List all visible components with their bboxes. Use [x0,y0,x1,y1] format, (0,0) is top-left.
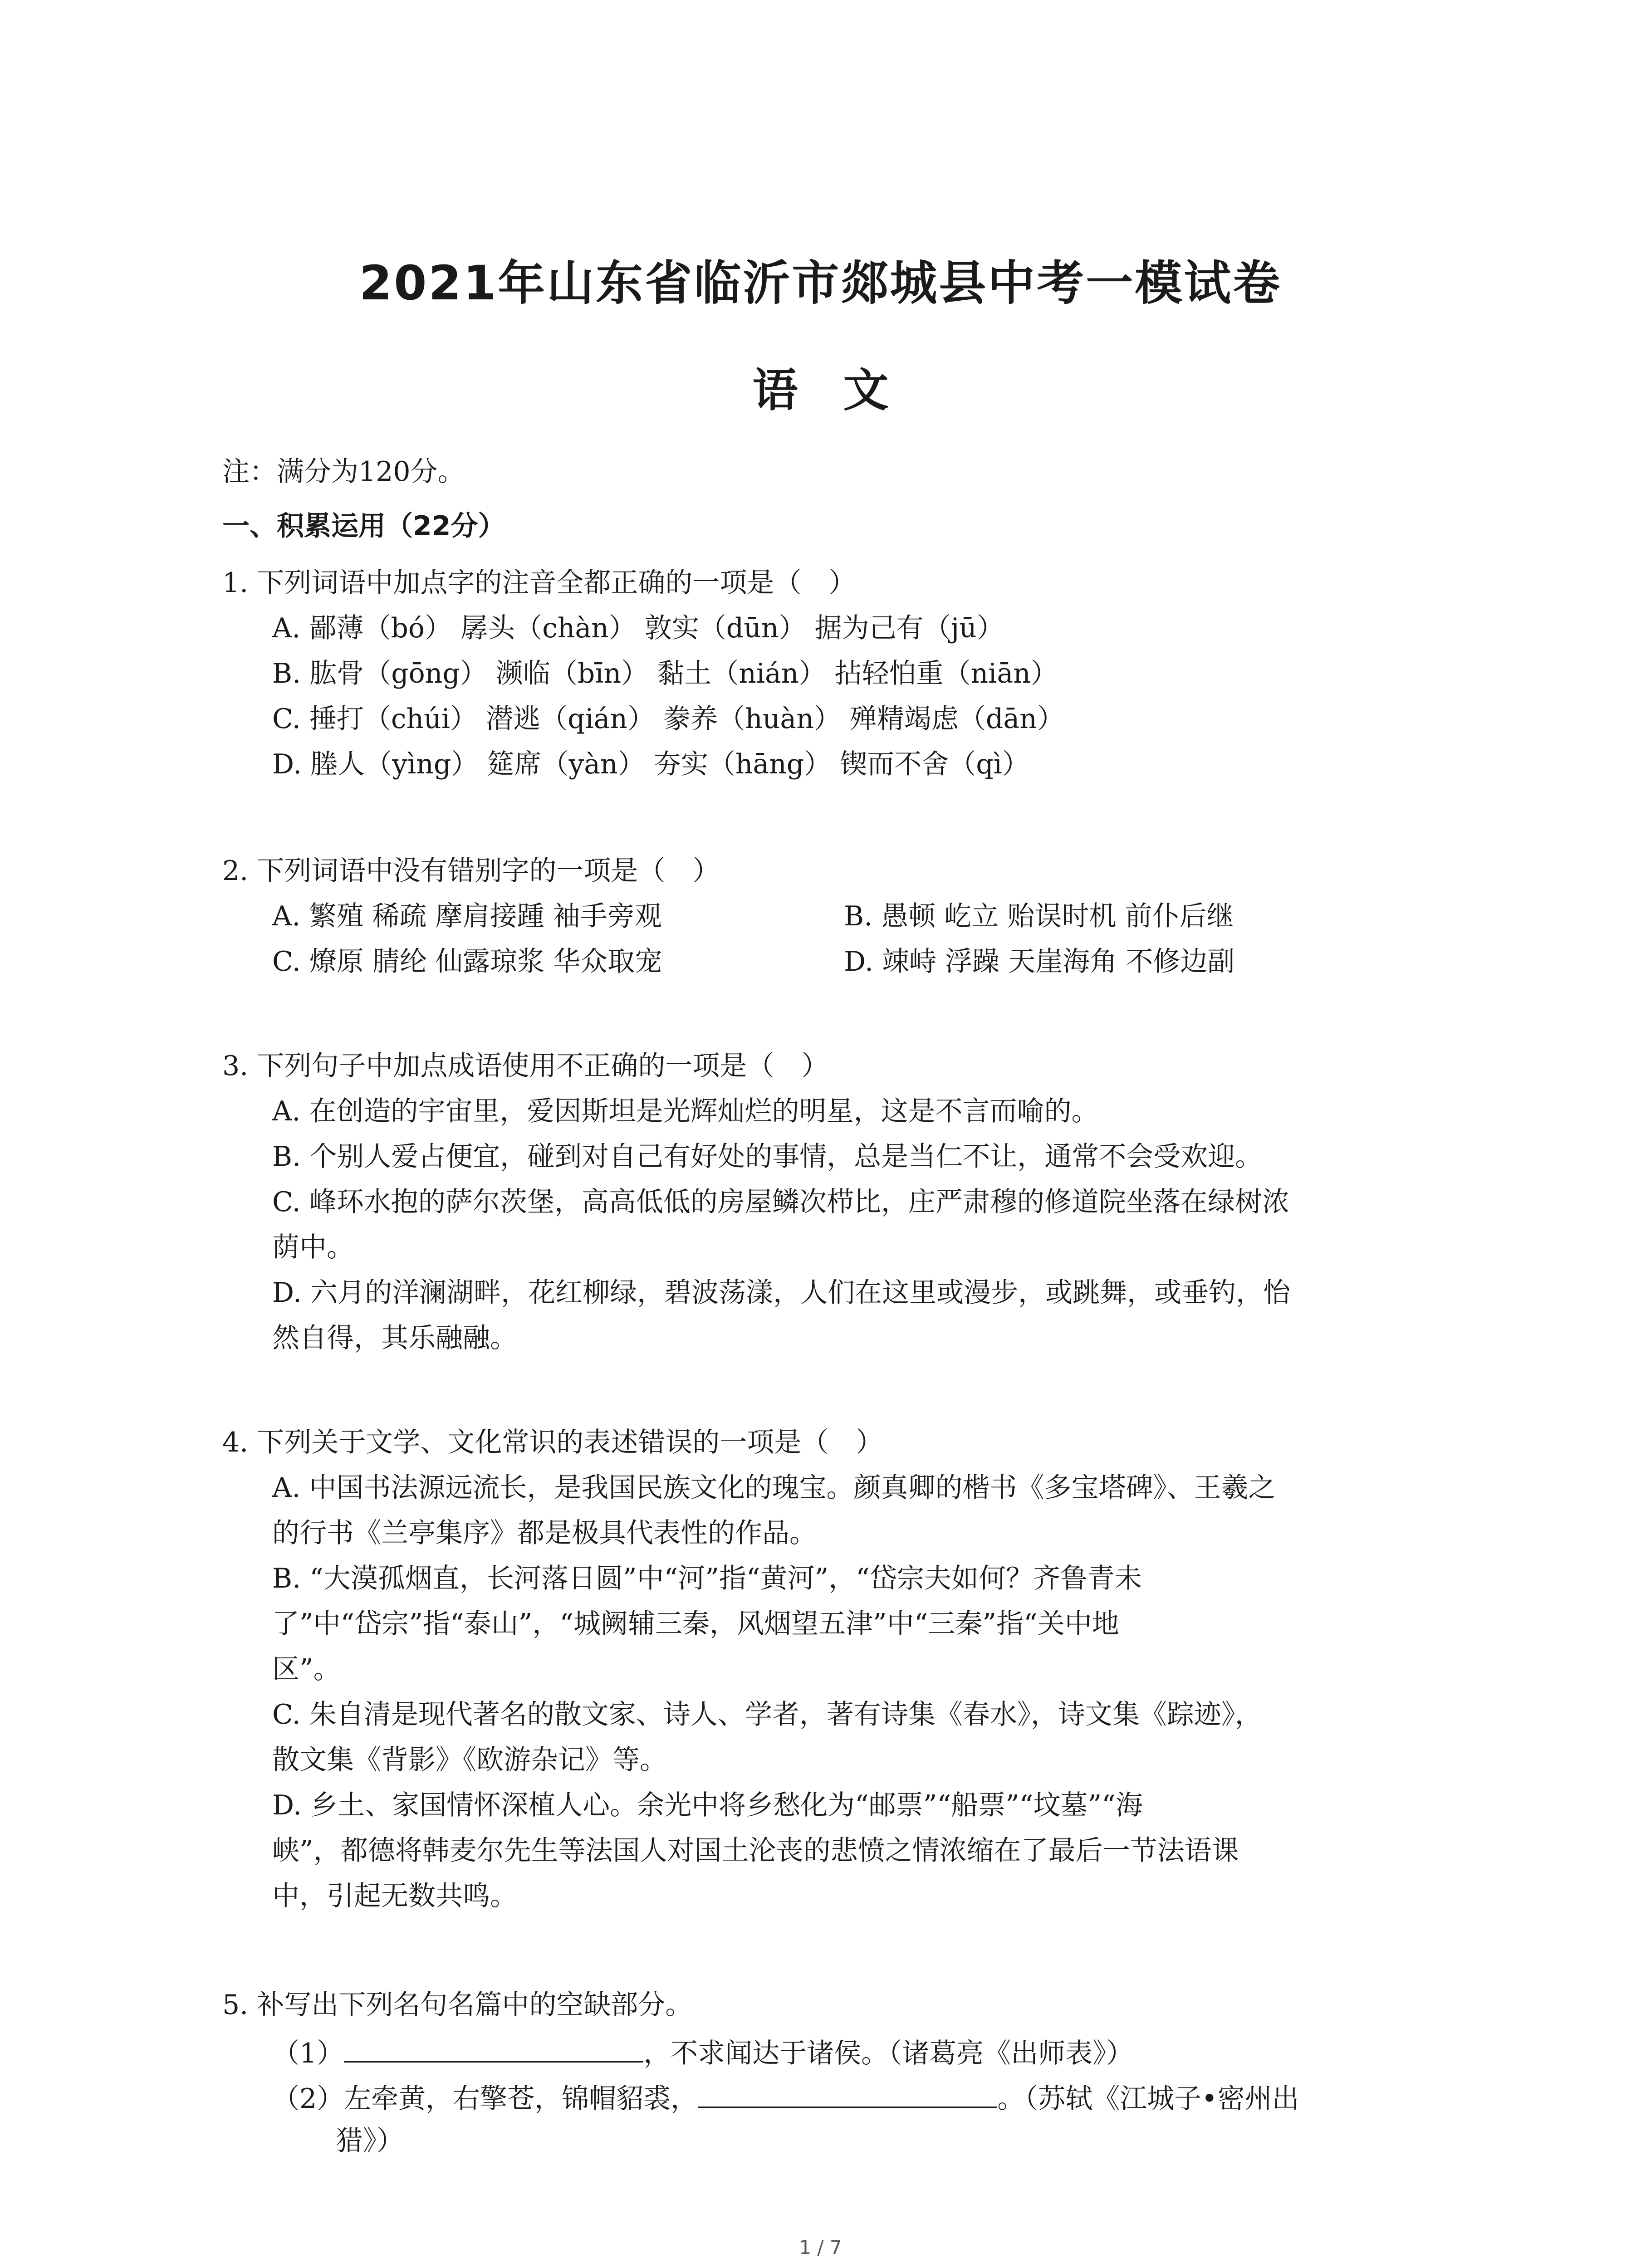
question-2-option-c: C. 燎原 腈纶 仙露琼浆 华众取宠 [272,946,662,978]
question-5-item-1 [272,2032,1133,2072]
question-4-option-a-line1: A. 中国书法源远流长，是我国民族文化的瑰宝。颜真卿的楷书《多宝塔碑》、王羲之 [272,1472,1276,1504]
question-2-option-b: B. 愚顿 屹立 贻误时机 前仆后继 [844,900,1234,932]
question-3-stem: 3. 下列句子中加点成语使用不正确的一项是（ ） [222,1050,829,1082]
question-4-option-b-line2: 了”中“岱宗”指“泰山”，“城阙辅三秦，风烟望五津”中“三秦”指“关中地 [272,1608,1119,1640]
question-3-option-c-line2: 荫中。 [272,1232,354,1263]
item-2-source: 。（苏轼《江城子•密州出 [997,2083,1299,2115]
item-1-answer-blank[interactable] [344,2032,643,2063]
item-1-number: （1） [272,2038,344,2069]
item-2-prefix: 左牵黄，右擎苍，锦帽貂裘， [344,2083,698,2115]
question-1-option-c: C. 捶打（chúi） 潜逃（qián） 豢养（huàn） 殚精竭虑（dān） [272,703,1064,735]
question-4-stem: 4. 下列关于文学、文化常识的表述错误的一项是（ ） [222,1427,883,1458]
question-4-option-d-line2: 峡”，都德将韩麦尔先生等法国人对国土沦丧的悲愤之情浓缩在了最后一节法语课 [272,1835,1239,1867]
question-3-option-b: B. 个别人爱占便宜，碰到对自己有好处的事情，总是当仁不让，通常不会受欢迎。 [272,1141,1263,1173]
question-1-option-b: B. 肱骨（gōng） 濒临（bīn） 黏土（nián） 拈轻怕重（niān） [272,658,1058,689]
section-heading: 一、积累运用（22分） [222,510,505,542]
item-2-number: （2） [272,2083,344,2115]
item-1-source: ，不求闻达于诸侯。（诸葛亮《出师表》） [643,2038,1134,2069]
question-3-option-d-line2: 然自得，其乐融融。 [272,1322,517,1354]
question-1-option-d: D. 塍人（yìng） 筵席（yàn） 夯实（hāng） 锲而不舍（qì） [272,748,1029,780]
question-4-option-b-line3: 区”。 [272,1653,341,1685]
question-4-option-b-line1: B. “大漠孤烟直，长河落日圆”中“河”指“黄河”，“岱宗夫如何？齐鲁青未 [272,1563,1142,1594]
question-4-option-a-line2: 的行书《兰亭集序》都是极具代表性的作品。 [272,1517,817,1549]
question-4-option-c-line1: C. 朱自清是现代著名的散文家、诗人、学者，著有诗集《春水》，诗文集《踪迹》， [272,1699,1262,1730]
question-2-option-d: D. 竦峙 浮躁 天崖海角 不修边副 [844,946,1235,978]
question-4-option-d-line3: 中，引起无数共鸣。 [272,1880,517,1912]
item-2-answer-blank[interactable] [698,2077,997,2108]
exam-title: 2021年山东省临沂市郯城县中考一模试卷 [359,255,1282,311]
question-3-option-c-line1: C. 峰环水抱的萨尔茨堡，高高低低的房屋鳞次栉比，庄严肃穆的修道院坐落在绿树浓 [272,1186,1289,1218]
page-number: 1 / 7 [799,2236,842,2258]
question-5-item-2-continued: 猎》） [336,2125,404,2157]
question-5-stem: 5. 补写出下列名句名篇中的空缺部分。 [222,1989,693,2021]
question-1-stem: 1. 下列词语中加点字的注音全都正确的一项是（ ） [222,567,856,599]
subject-char-2: 文 [843,364,889,417]
question-5-item-2 [272,2077,1299,2117]
question-4-option-c-line2: 散文集《背影》《欧游杂记》等。 [272,1744,667,1776]
question-2-stem: 2. 下列词语中没有错别字的一项是（ ） [222,855,720,887]
subject-char-1: 语 [752,364,798,417]
question-3-option-a: A. 在创造的宇宙里，爱因斯坦是光辉灿烂的明星，这是不言而喻的。 [272,1095,1099,1127]
question-3-option-d-line1: D. 六月的洋澜湖畔，花红柳绿，碧波荡漾，人们在这里或漫步，或跳舞，或垂钓，怡 [272,1277,1291,1309]
question-4-option-d-line1: D. 乡土、家国情怀深植人心。余光中将乡愁化为“邮票”“船票”“坟墓”“海 [272,1789,1143,1821]
subject-title [0,354,1641,419]
question-1-option-a: A. 鄙薄（bó） 孱头（chàn） 敦实（dūn） 据为己有（jū） [272,612,1004,644]
score-note: 注：满分为120分。 [222,456,465,488]
question-2-option-a: A. 繁殖 稀疏 摩肩接踵 袖手旁观 [272,900,662,932]
